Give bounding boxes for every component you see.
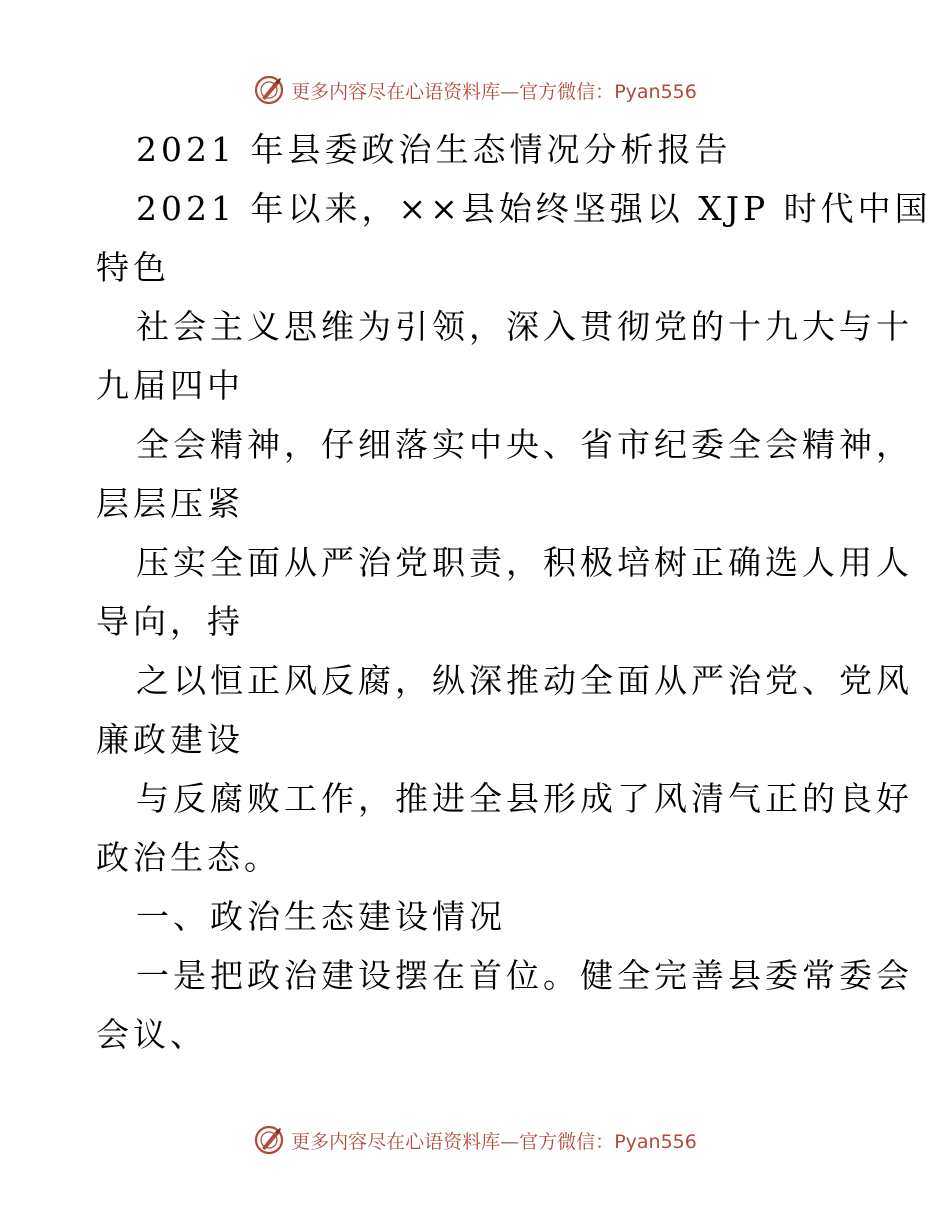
paragraph-line: 压实全面从严治党职责，积极培树正确选人用人	[136, 543, 913, 582]
paragraph-line: 与反腐败工作，推进全县形成了风清气正的良好	[136, 779, 913, 818]
paragraph-line: 会议、	[96, 1015, 207, 1054]
paragraph-line: 政治生态。	[96, 838, 281, 877]
quill-logo-icon	[253, 74, 285, 106]
paragraph-line: 一是把政治建设摆在首位。健全完善县委常委会	[136, 956, 913, 995]
paragraph-line: 廉政建设	[96, 720, 244, 759]
footer-watermark-banner	[0, 1120, 950, 1160]
header-watermark-banner	[0, 70, 950, 110]
quill-logo-icon	[253, 1124, 285, 1156]
document-title: 2021 年县委政治生态情况分析报告	[136, 130, 732, 169]
banner-text: 更多内容尽在心语资料库—官方微信：Pyan556	[291, 80, 697, 103]
paragraph-line: 特色	[96, 248, 170, 287]
document-body	[96, 120, 932, 1064]
paragraph-line: 2021 年以来，××县始终坚强以 XJP 时代中国	[136, 189, 932, 228]
banner-text: 更多内容尽在心语资料库—官方微信：Pyan556	[291, 1130, 697, 1153]
paragraph-line: 导向，持	[96, 602, 244, 641]
paragraph-line: 全会精神，仔细落实中央、省市纪委全会精神，	[136, 425, 913, 464]
paragraph-line: 九届四中	[96, 366, 244, 405]
paragraph-line: 之以恒正风反腐，纵深推动全面从严治党、党风	[136, 661, 913, 700]
paragraph-line: 层层压紧	[96, 484, 244, 523]
paragraph-line: 社会主义思维为引领，深入贯彻党的十九大与十	[136, 307, 913, 346]
section-heading: 一、政治生态建设情况	[136, 897, 506, 936]
